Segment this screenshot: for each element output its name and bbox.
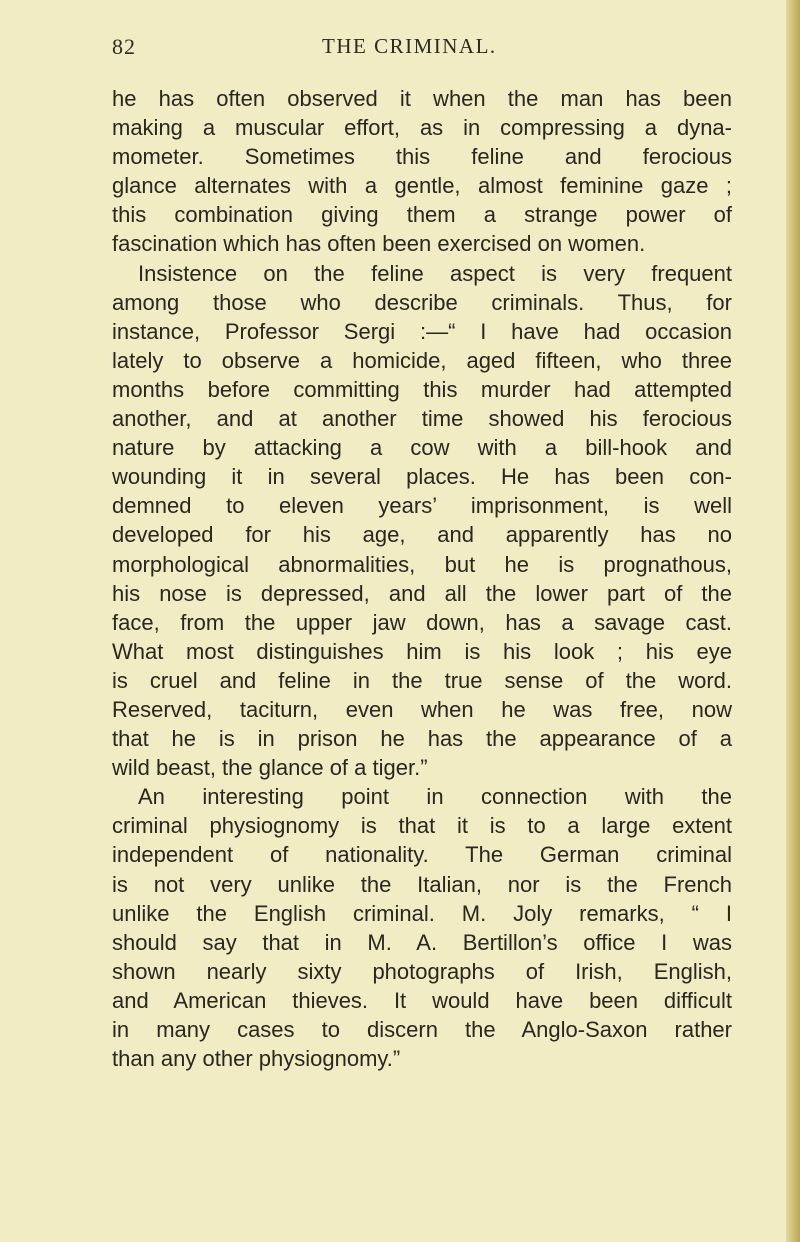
- text-line: months before committing this murder had attempted: [112, 376, 732, 402]
- text-line: mometer. Sometimes this feline and ferocious: [112, 144, 732, 170]
- text-line: another, and at another time showed his ferocious: [112, 406, 732, 432]
- text-line: and American thieves. It would have been difficult: [112, 987, 732, 1013]
- text-line: Reserved, taciturn, even when he was free, now: [112, 696, 732, 722]
- text-line: this combination giving them a strange power of: [112, 202, 732, 228]
- text-line: is cruel and feline in the true sense of the word.: [112, 667, 732, 693]
- text-line: he has often observed it when the man has been: [112, 86, 732, 111]
- text-line: his nose is depressed, and all the lower part of the: [112, 580, 732, 606]
- page-header: [112, 34, 732, 64]
- text-line: Insistence on the feline aspect is very frequent: [138, 260, 732, 286]
- text-line: nature by attacking a cow with a bill-hook and: [112, 435, 732, 461]
- text-line: developed for his age, and apparently has no: [112, 522, 732, 548]
- text-line: wild beast, the glance of a tiger.”: [112, 755, 428, 781]
- text-line: unlike the English criminal. M. Joly remarks, “ I: [112, 900, 732, 926]
- text-line: making a muscular effort, as in compressing a dyna-: [112, 115, 732, 141]
- text-line: criminal physiognomy is that it is to a large extent: [112, 813, 732, 839]
- page-edge: [786, 0, 800, 1242]
- text-line: in many cases to discern the Anglo-Saxon rather: [112, 1017, 732, 1042]
- text-line: demned to eleven years’ imprisonment, is well: [112, 493, 732, 519]
- text-line: glance alternates with a gentle, almost feminine gaze ;: [112, 173, 732, 199]
- text-line: should say that in M. A. Bertillon’s office I was: [112, 929, 732, 955]
- text-line: shown nearly sixty photographs of Irish, English,: [112, 958, 732, 984]
- text-line: is not very unlike the Italian, nor is the French: [112, 871, 732, 897]
- running-head: THE CRIMINAL.: [322, 34, 497, 58]
- text-line: fascination which has often been exercised on women.: [112, 231, 646, 257]
- text-line: What most distinguishes him is his look ; his eye: [112, 638, 732, 664]
- text-line: instance, Professor Sergi :—“ I have had occasion: [112, 318, 732, 344]
- text-line: wounding it in several places. He has been con-: [112, 464, 732, 490]
- text-line: An interesting point in connection with the: [138, 784, 732, 810]
- text-line: that he is in prison he has the appearance of a: [112, 726, 732, 752]
- text-line: face, from the upper jaw down, has a savage cast.: [112, 609, 732, 635]
- body-text: [112, 84, 732, 1073]
- text-line: among those who describe criminals. Thus, for: [112, 289, 732, 315]
- page-number: 82: [112, 34, 136, 59]
- text-line: independent of nationality. The German criminal: [112, 842, 732, 868]
- text-line: than any other physiognomy.”: [112, 1046, 401, 1072]
- text-line: morphological abnormalities, but he is prognathous,: [112, 551, 732, 577]
- text-line: lately to observe a homicide, aged fifteen, who three: [112, 347, 732, 373]
